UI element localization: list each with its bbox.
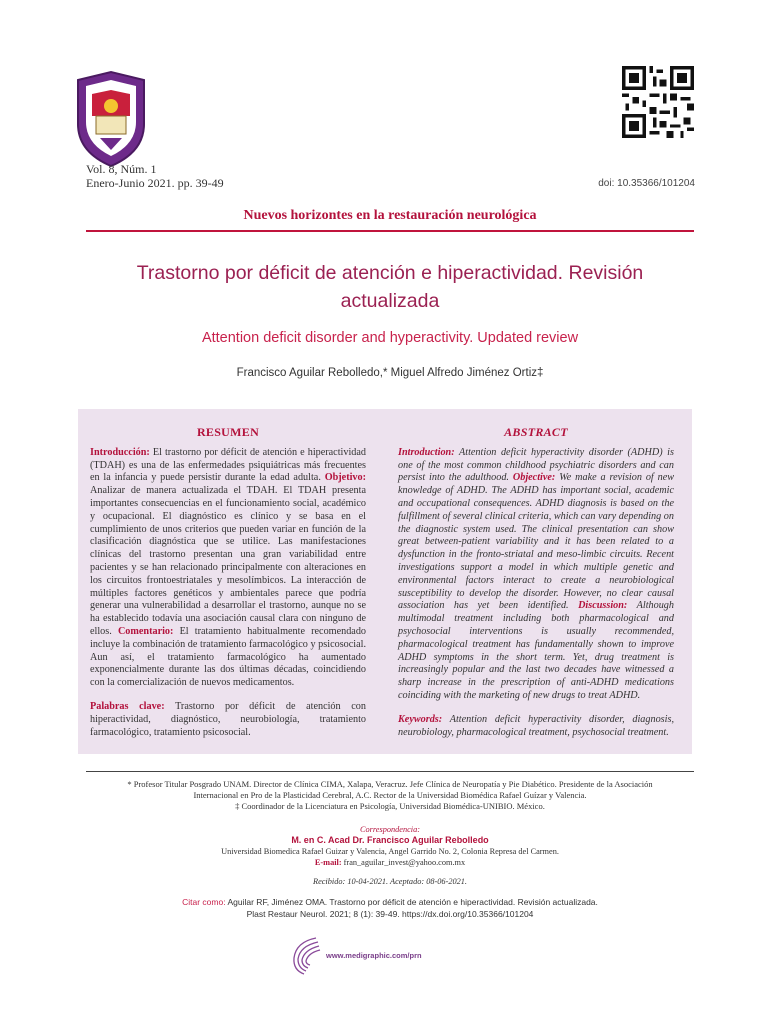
resumen-column: [90, 426, 366, 739]
author-footnotes: [110, 779, 670, 812]
article-title: Trastorno por déficit de atención e hiperactividad. Revisión actualizada: [136, 262, 644, 312]
abstract-objective-label: Objective:: [512, 472, 556, 484]
correspondence-block: [86, 824, 694, 868]
citation-line-1: [86, 896, 694, 908]
journal-issue-info: [86, 162, 224, 190]
abstract-objective-text: We make a revision of new knowledge of ADHD. The ADHD has important social, academic and occupational consequences. ADHD diagnosis is based on the fulfillment of several clinical criteria, which can vary depending on the diagnostic system used. The clinical presentation can show great between-patient variability and it has been related to a dysfunction in the fronto-striatal and meso-limbic circuits. Recent investigations support a model in which multiple genetic and environmental factors interact to create a neurobiological susceptibility to develop the disorder. However, no clear causal association has yet been identified.: [398, 472, 675, 612]
email-label: E-mail:: [314, 858, 342, 867]
volume-number: Vol. 8, Núm. 1: [86, 162, 157, 176]
resumen-intro-label: Introducción:: [90, 446, 150, 458]
abstract-discussion-text: Although multimodal treatment including both pharmacological and psychosocial interventions is usually recommended, pharmacological treatment has fundamentally shown to improve ADHD symptoms in the short term. Yet, drug treatment is increasingly popular and the last two decades have witnessed a sharp increase in the prescription of anti-ADHD medications coinciding with the marketing of new drugs to treat ADHD.: [398, 600, 674, 701]
footnote-2: ‡ Coordinador de la Licenciatura en Psicología, Universidad Biomédica-UNIBIO. México.: [235, 801, 545, 811]
citation-label: Citar como:: [182, 897, 226, 907]
abstract-column: [398, 426, 674, 739]
footnote-divider: [86, 771, 694, 772]
abstract-keywords-text: Attention deficit hyperactivity disorder, diagnosis, neurobiology, pharmacological treatment, psychosocial treatment.: [398, 713, 674, 738]
resumen-objective-text: Analizar de manera actualizada el TDAH. El TDAH presenta importantes consecuencias en el funcionamiento social, académico y ocupacional. El diagnóstico es clínico y se basa en el cumplimiento de unos criterios que pueden variar en función de la clasificación diagnóstica que se utilice. Las manifestaciones clínicas del trastorno presentan una gran variabilidad entre pacientes y se han relacionado principalmente con alteraciones en los circuitos frontoestriatales y mesolímbicos. La interacción de múltiples factores genéticos y ambientales parece que podría generar una vulnerabilidad a desarrollar el trastorno, aunque no se ha establecido todavía una asociación causal clara con ninguno de ellos.: [90, 485, 366, 637]
article-subtitle-english: Attention deficit disorder and hyperactivity. Updated review: [201, 330, 579, 346]
qr-code[interactable]: [622, 66, 694, 138]
resumen-comment-text: El tratamiento habitualmente recomendado incluye la combinación de tratamiento farmacológico y psicosocial. Aun así, el tratamiento farmacológico ha aumentado exponencialmente durante las dos últimas décadas, coincidiendo con la comercialización de nuevos medicamentos.: [90, 625, 367, 689]
abstract-keywords: [398, 714, 674, 740]
abstract-discussion-label: Discussion:: [578, 600, 628, 612]
citation-text-2[interactable]: Plast Restaur Neurol. 2021; 8 (1): 39-49. https://dx.doi.org/10.35366/101204: [246, 909, 534, 919]
medigraphic-swirl-logo: [286, 932, 322, 978]
section-title: Nuevos horizontes en la restauración neurológica: [243, 208, 537, 223]
abstract-heading: ABSTRACT: [504, 425, 568, 439]
resumen-comment-label: Comentario:: [117, 625, 174, 637]
correspondence-name: M. en C. Acad Dr. Francisco Aguilar Rebolledo: [291, 835, 489, 845]
email-address[interactable]: fran_aguilar_invest@yahoo.com.mx: [343, 858, 466, 867]
abstract-intro-label: Introduction:: [398, 446, 455, 458]
abstract-keywords-label: Keywords:: [398, 713, 443, 725]
resumen-keywords-text: Trastorno por déficit de atención con hiperactividad, diagnóstico, neurobiología, tratamiento farmacológico, tratamiento psicosocial.: [90, 700, 366, 738]
resumen-heading: RESUMEN: [196, 425, 260, 439]
doi-link[interactable]: doi: 10.35366/101204: [598, 178, 695, 189]
issue-dates-pages: Enero-Junio 2021. pp. 39-49: [86, 176, 224, 190]
section-divider: [86, 230, 694, 232]
authors-line: Francisco Aguilar Rebolledo,* Miguel Alfredo Jiménez Ortiz‡: [236, 367, 544, 379]
resumen-intro-text: El trastorno por déficit de atención e hiperactividad (TDAH) es una de las enfermedades psiquiátricas más frecuentes en la infancia y puede persistir durante la edad adulta.: [90, 446, 366, 484]
received-accepted-dates: Recibido: 10-04-2021. Aceptado: 08-06-2021.: [313, 877, 467, 886]
abstract-intro-text: Attention deficit hyperactivity disorder (ADHD) is one of the most common childhood psychiatric disorders and can persist into the adulthood.: [398, 446, 674, 484]
university-seal-logo: [66, 66, 156, 170]
abstract-body: [398, 447, 674, 703]
correspondence-email-line: [86, 857, 694, 868]
abstract-box: [78, 409, 692, 754]
correspondence-address: Universidad Biomedica Rafael Guizar y Valencia, Angel Garrido No. 2, Colonia Represa del Carmen.: [221, 847, 559, 856]
medigraphic-url[interactable]: www.medigraphic.com/prn: [326, 951, 422, 960]
citation-text-1: Aguilar RF, Jiménez OMA. Trastorno por déficit de atención e hiperactividad. Revisión actualizada.: [227, 897, 598, 907]
resumen-body: [90, 447, 366, 690]
resumen-keywords-label: Palabras clave:: [90, 700, 165, 712]
footnote-1: * Profesor Titular Posgrado UNAM. Director de Clínica CIMA, Xalapa, Veracruz. Jefe Clínica de Neuropatía y Pie Diabético. Presidente de la Asociación Internacional en Pro de la Plasticidad Cerebral, A.C. Rector de la Universidad Biomédica Rafael Guízar y Valencia.: [127, 779, 653, 800]
resumen-keywords: [90, 701, 366, 739]
citation-block: [86, 896, 694, 920]
correspondence-label: Correspondencia:: [359, 825, 421, 834]
resumen-objective-label: Objetivo:: [324, 472, 366, 484]
